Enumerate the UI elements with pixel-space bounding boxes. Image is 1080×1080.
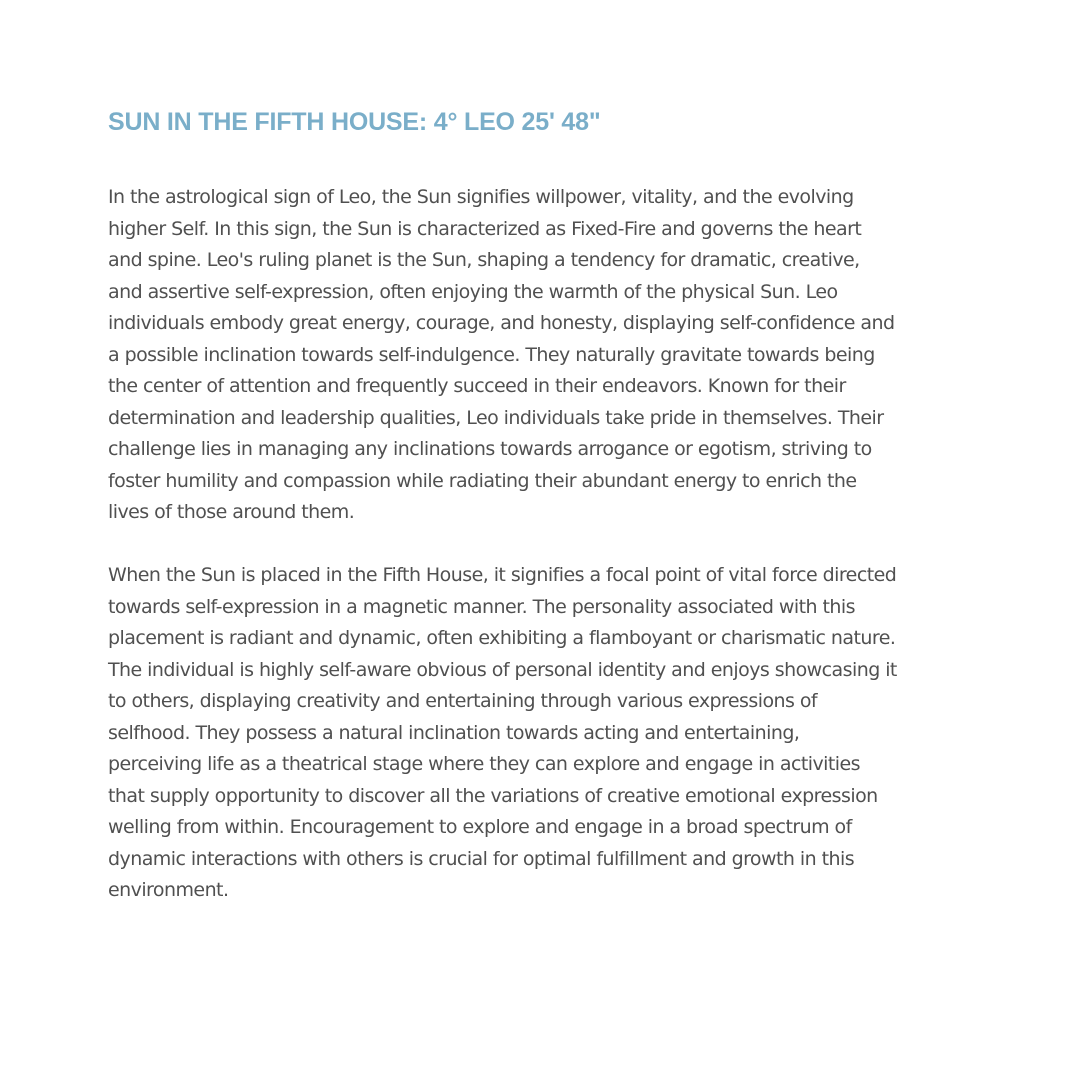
paragraph-sun-in-leo: In the astrological sign of Leo, the Sun signifies willpower, vitality, and the evolving higher Self. In this sign, the Sun is characterized as Fixed-Fire and governs the heart and spine. Leo's ruling planet is the Sun, shaping a tendency for dramatic, creative, and assertive self-expression, often enjoying the warmth of the physical Sun. Leo individuals embody great energy, courage, and honesty, displaying self-confidence and a possible inclination towards self-indulgence. They naturally gravitate towards being the center of attention and frequently succeed in their endeavors. Known for their determination and leadership qualities, Leo individuals take pride in themselves. Their challenge lies in managing any inclinations towards arrogance or egotism, striving to foster humility and compassion while radiating their abundant energy to enrich the lives of those around them.: [108, 186, 895, 523]
document-page: [108, 104, 898, 907]
section-title: SUN IN THE FIFTH HOUSE: 4° LEO 25' 48": [108, 108, 601, 136]
paragraph-sun-in-fifth-house: When the Sun is placed in the Fifth House, it signifies a focal point of vital force directed towards self-expression in a magnetic manner. The personality associated with this placement is radiant and dynamic, often exhibiting a flamboyant or charismatic nature. The individual is highly self-aware obvious of personal identity and enjoys showcasing it to others, displaying creativity and entertaining through various expressions of selfhood. They possess a natural inclination towards acting and entertaining, perceiving life as a theatrical stage where they can explore and engage in activities that supply opportunity to discover all the variations of creative emotional expression welling from within. Encouragement to explore and engage in a broad spectrum of dynamic interactions with others is crucial for optimal fulfillment and growth in this environment.: [108, 564, 897, 901]
